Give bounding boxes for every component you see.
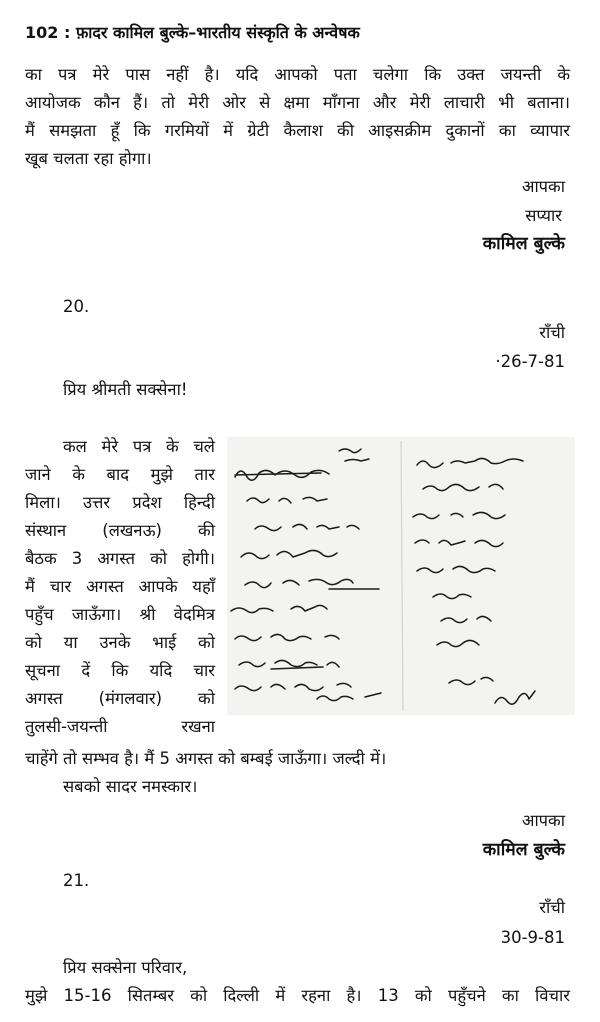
letter-20-body-line-8: को या उनके भाई को xyxy=(25,633,215,652)
letter-20-body-line-5: बैठक 3 अगस्त को होगी। xyxy=(25,549,215,568)
letter-19-line-2: आयोजक कौन हैं। तो मेरी ओर से क्षमा माँगना और मेरी लाचारी भी बताना। xyxy=(25,93,570,112)
letter-21-first-line: मुझे 15-16 सितम्बर को दिल्ली में रहना है। 13 को पहुँचने का विचार xyxy=(25,986,570,1005)
letter-19-line-3: मैं समझता हूँ कि गरमियों में ग्रेटी कैलाश की आइसक्रीम दुकानों का व्यापार xyxy=(25,121,570,140)
handwritten-letter-scan xyxy=(227,437,575,715)
letter-20-body-line-1: कल मेरे पत्र के चले xyxy=(63,437,215,456)
letter-20-body-last-line: चाहेंगे तो सम्भव है। मैं 5 अगस्त को बम्बई जाऊँगा। जल्दी में। xyxy=(25,749,387,768)
letter-20-body-line-11: तुलसी-जयन्ती रखना xyxy=(25,717,215,736)
letter-20-closing: आपका xyxy=(521,811,565,830)
letter-19-closing: आपका xyxy=(521,177,565,196)
handwritten-letter-image xyxy=(227,437,575,715)
letter-21-place: राँची xyxy=(539,898,565,917)
letter-20-number: 20. xyxy=(63,297,90,316)
letter-20-body-line-3: मिला। उत्तर प्रदेश हिन्दी xyxy=(25,493,215,512)
letter-20-body-line-9: सूचना दें कि यदि चार xyxy=(25,661,215,680)
letter-19-line-1: का पत्र मेरे पास नहीं है। यदि आपको पता चलेगा कि उक्त जयन्ती के xyxy=(25,65,570,84)
letter-20-body-line-7: पहुँच जाऊँगा। श्री वेदमित्र xyxy=(25,605,215,624)
letter-20-date: ·26-7-81 xyxy=(495,352,565,371)
letter-20-body-line-10: अगस्त (मंगलवार) को xyxy=(25,689,215,708)
letter-20-signature: कामिल बुल्के xyxy=(482,840,565,860)
letter-20-body-line-4: संस्थान (लखनऊ) की xyxy=(25,521,215,540)
letter-21-date: 30-9-81 xyxy=(500,928,565,947)
letter-20-salutation: प्रिय श्रीमती सक्सेना! xyxy=(63,380,188,399)
page-header: 102 : फ़ादर कामिल बुल्के–भारतीय संस्कृति के अन्वेषक xyxy=(25,23,360,42)
letter-20-body-line-6: मैं चार अगस्त आपके यहाँ xyxy=(25,577,215,596)
letter-21-salutation: प्रिय सक्सेना परिवार, xyxy=(63,958,188,977)
letter-20-greeting: सबको सादर नमस्कार। xyxy=(63,777,198,796)
letter-21-number: 21. xyxy=(63,871,90,890)
letter-19-signature: कामिल बुल्के xyxy=(482,234,565,254)
letter-19-line-4: खूब चलता रहा होगा। xyxy=(25,149,152,168)
letter-20-body-line-2: जाने के बाद मुझे तार xyxy=(25,465,215,484)
letter-19-closing-2: सप्यार xyxy=(525,206,562,225)
letter-20-place: राँची xyxy=(539,323,565,342)
